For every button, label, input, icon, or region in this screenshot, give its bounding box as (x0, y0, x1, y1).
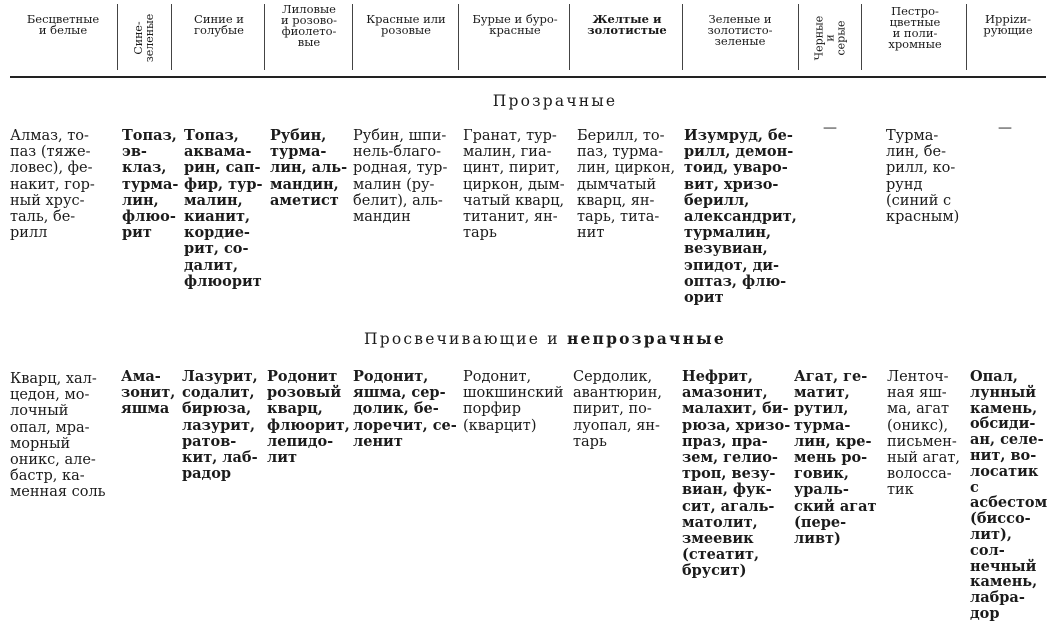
header-blue: Синие и голубые (194, 12, 244, 37)
cell-transparent-multi: Турма- лин, бе- рилл, ко- рунд (синий с красным) (886, 128, 960, 226)
cell-transparent-red: Рубин, шпи- нель-благо- родная, тур- малин (ру- белит), аль- мандин (353, 128, 448, 226)
cell-transparent-blue-green: Топаз, эв- клаз, турма- лин, флюо- рит (122, 127, 179, 242)
header-black: Черные и серые (812, 15, 848, 61)
cell-transparent-colorless: Алмаз, то- паз (тяже- ловес), фе- накит, гор- ный хрус- таль, бе- рилл (10, 128, 95, 242)
cell-translucent-blue: Лазурит, содалит, бирюза, лазурит, ратов- кит, лаб- радор (182, 368, 258, 483)
cell-translucent-red: Родонит, яшма, сер- долик, бе- лоречит, се- ленит (353, 368, 457, 450)
header-blue-green: Сине- зеленые (132, 13, 156, 63)
header-brown: Бурые и буро- красные (472, 12, 558, 37)
header-red: Красные или розовые (366, 12, 446, 37)
column-divider (682, 4, 683, 70)
column-divider (798, 4, 799, 70)
column-divider (861, 4, 862, 70)
column-divider (171, 4, 172, 70)
cell-transparent-iridescent: — (998, 120, 1012, 136)
column-divider (117, 4, 118, 70)
cell-translucent-iridescent: Опал, лунный камень, обсиди- ан, селе- нит, во- лосатик с асбестом (биссо- лит), сол- нечный камень, лабра- дор (970, 368, 1048, 622)
section-title-transparent: Прозрачные (492, 92, 618, 110)
cell-translucent-green: Нефрит, амазонит, малахит, би- рюза, хризо- праз, пра- зем, гелио- троп, везу- виан, фук- сит, агаль- матолит, змеевик (стеатит, брусит) (682, 368, 791, 580)
cell-translucent-brown: Родонит, шокшинский порфир (кварцит) (463, 369, 564, 434)
header-multi: Пестро- цветные и поли- хромные (888, 4, 942, 51)
header-colorless: Бесцветные и белые (26, 12, 100, 37)
cell-transparent-brown: Гранат, тур- малин, гиа- цинт, пирит, циркон, дым- чатый кварц, титанит, ян- тарь (463, 128, 565, 242)
cell-translucent-multi: Ленточ- ная яш- ма, агат (оникс), письмен- ный агат, волосса- тик (887, 369, 960, 499)
cell-transparent-black: — (823, 120, 837, 136)
section-title-part1: Просвечивающие и (364, 330, 560, 348)
header-green: Зеленые и золотисто- зеленые (707, 12, 773, 48)
header-iridescent: Иррizи- рующие (983, 12, 1033, 37)
column-divider (569, 4, 570, 70)
cell-transparent-yellow: Берилл, то- паз, турма- лин, циркон, дымчатый кварц, ян- тарь, тита- нит (577, 128, 676, 242)
column-divider (352, 4, 353, 70)
cell-translucent-black: Агат, ге- матит, рутил, турма- лин, кре- мень ро- говик, ураль- ский агат (пере- ливт) (794, 368, 877, 548)
header-lilac: Лиловые и розово- фиолето- вые (280, 2, 338, 49)
section-title-translucent (0, 329, 1050, 348)
cell-translucent-lilac: Родонит розовый кварц, флюорит, лепидо- лит (267, 368, 350, 467)
cell-transparent-green: Изумруд, бе- рилл, демон- тоид, уваро- вит, хризо- берилл, александрит, турмалин, везувиан, эпидот, ди- оптаз, флю- орит (684, 127, 797, 307)
cell-translucent-blue-green: Ама- зонит, яшма (121, 368, 176, 418)
cell-transparent-blue: Топаз, аквама- рин, сап- фир, тур- малин, кианит, кордие- рит, со- далит, флюорит (184, 127, 263, 290)
cell-translucent-colorless: Кварц, хал- цедон, мо- лочный опал, мра- морный оникс, але- бастр, ка- менная соль (10, 371, 106, 501)
header-yellow: Желтые и золотистые (587, 12, 667, 37)
column-divider (264, 4, 265, 70)
cell-transparent-lilac: Рубин, турма- лин, аль- мандин, аметист (270, 127, 348, 209)
header-rule (10, 76, 1046, 78)
column-divider (966, 4, 967, 70)
cell-translucent-yellow: Сердолик, авантюрин, пирит, по- луопал, ян- тарь (573, 369, 662, 450)
column-divider (458, 4, 459, 70)
section-title-part2: непрозрачные (566, 329, 726, 348)
